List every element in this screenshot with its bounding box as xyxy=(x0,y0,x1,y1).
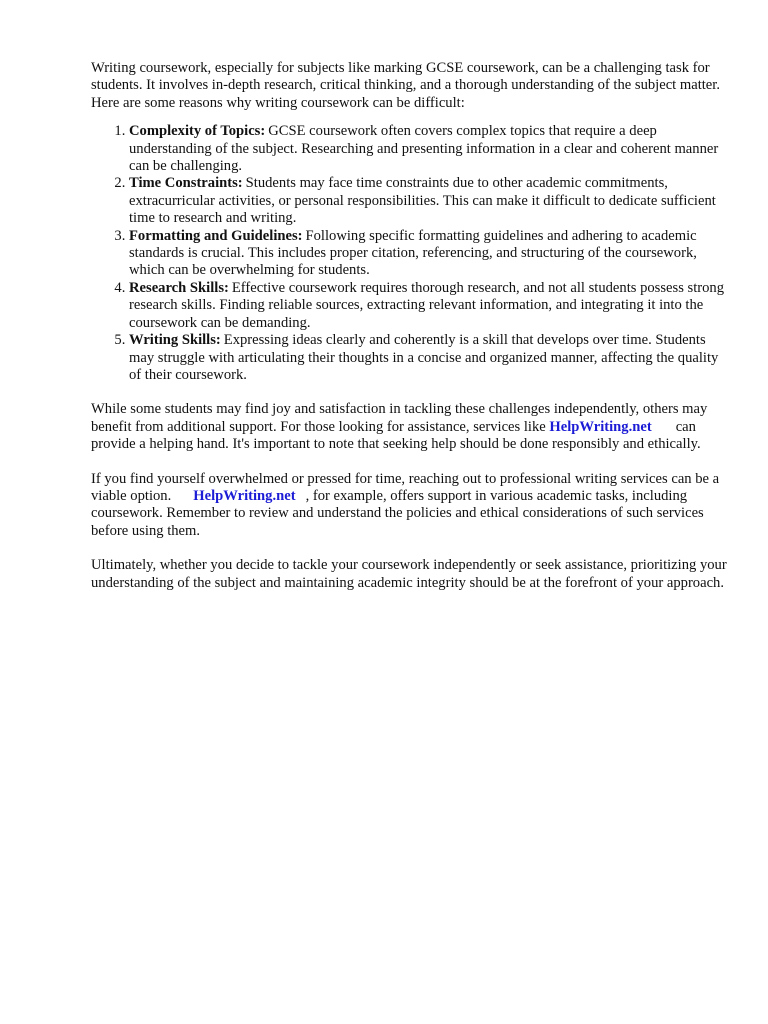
reasons-list xyxy=(91,123,731,384)
helpwriting-link-2[interactable]: HelpWriting.net xyxy=(193,487,296,504)
support-text-before: While some students may find joy and satisfaction in tackling these challenges independently, others may benefit from additional support. For those looking for assistance, services like xyxy=(91,401,708,435)
list-item xyxy=(129,280,731,332)
reason-term: Research Skills: xyxy=(129,279,229,296)
helpwriting-link[interactable]: HelpWriting.net xyxy=(549,418,652,435)
list-item xyxy=(129,123,731,175)
conclusion-paragraph: Ultimately, whether you decide to tackle your coursework independently or seek assistance, prioritizing your understanding of the subject and maintaining academic integrity should be at the forefront of your approach. xyxy=(91,557,727,591)
services-text-after: , for example, offers support in various academic tasks, including coursework. Remember to review and understand the policies and ethical considerations of such services before using them. xyxy=(91,487,704,539)
reason-text: Expressing ideas clearly and coherently is a skill that develops over time. Students may struggle with articulating their thoughts in a concise and organized manner, affecting the quality of their coursework. xyxy=(129,332,719,383)
list-item xyxy=(129,228,731,280)
reason-text: Effective coursework requires thorough research, and not all students possess strong research skills. Finding reliable sources, extracting relevant information, and integrating it into the coursework can be demanding. xyxy=(129,279,725,331)
intro-paragraph: Writing coursework, especially for subjects like marking GCSE coursework, can be a challenging task for students. It involves in-depth research, critical thinking, and a thorough understanding of the subject matter. Here are some reasons why writing coursework can be difficult: xyxy=(91,60,720,111)
support-paragraph xyxy=(91,401,731,453)
reason-term: Writing Skills: xyxy=(129,332,221,349)
reason-term: Time Constraints: xyxy=(129,175,243,192)
list-item xyxy=(129,175,731,227)
support-text-after: can provide a helping hand. It's important to note that seeking help should be done responsibly and ethically. xyxy=(91,418,701,453)
reason-text: GCSE coursework often covers complex topics that require a deep understanding of the subject. Researching and presenting information in a clear and coherent manner can be challenging. xyxy=(129,123,719,175)
reason-term: Complexity of Topics: xyxy=(129,123,266,140)
services-paragraph xyxy=(91,471,731,541)
reason-text: Following specific formatting guidelines and adhering to academic standards is crucial. This includes proper citation, referencing, and structuring of the coursework, which can be overwhelming for students. xyxy=(129,227,697,279)
reason-term: Formatting and Guidelines: xyxy=(129,227,303,244)
list-item xyxy=(129,332,731,384)
services-text-before: If you find yourself overwhelmed or pressed for time, reaching out to professional writing services can be a viable option. xyxy=(91,470,720,504)
reason-text: Students may face time constraints due to other academic commitments, extracurricular activities, or personal responsibilities. This can make it difficult to dedicate sufficient time to research and writing. xyxy=(129,175,716,227)
document-page xyxy=(91,60,731,609)
